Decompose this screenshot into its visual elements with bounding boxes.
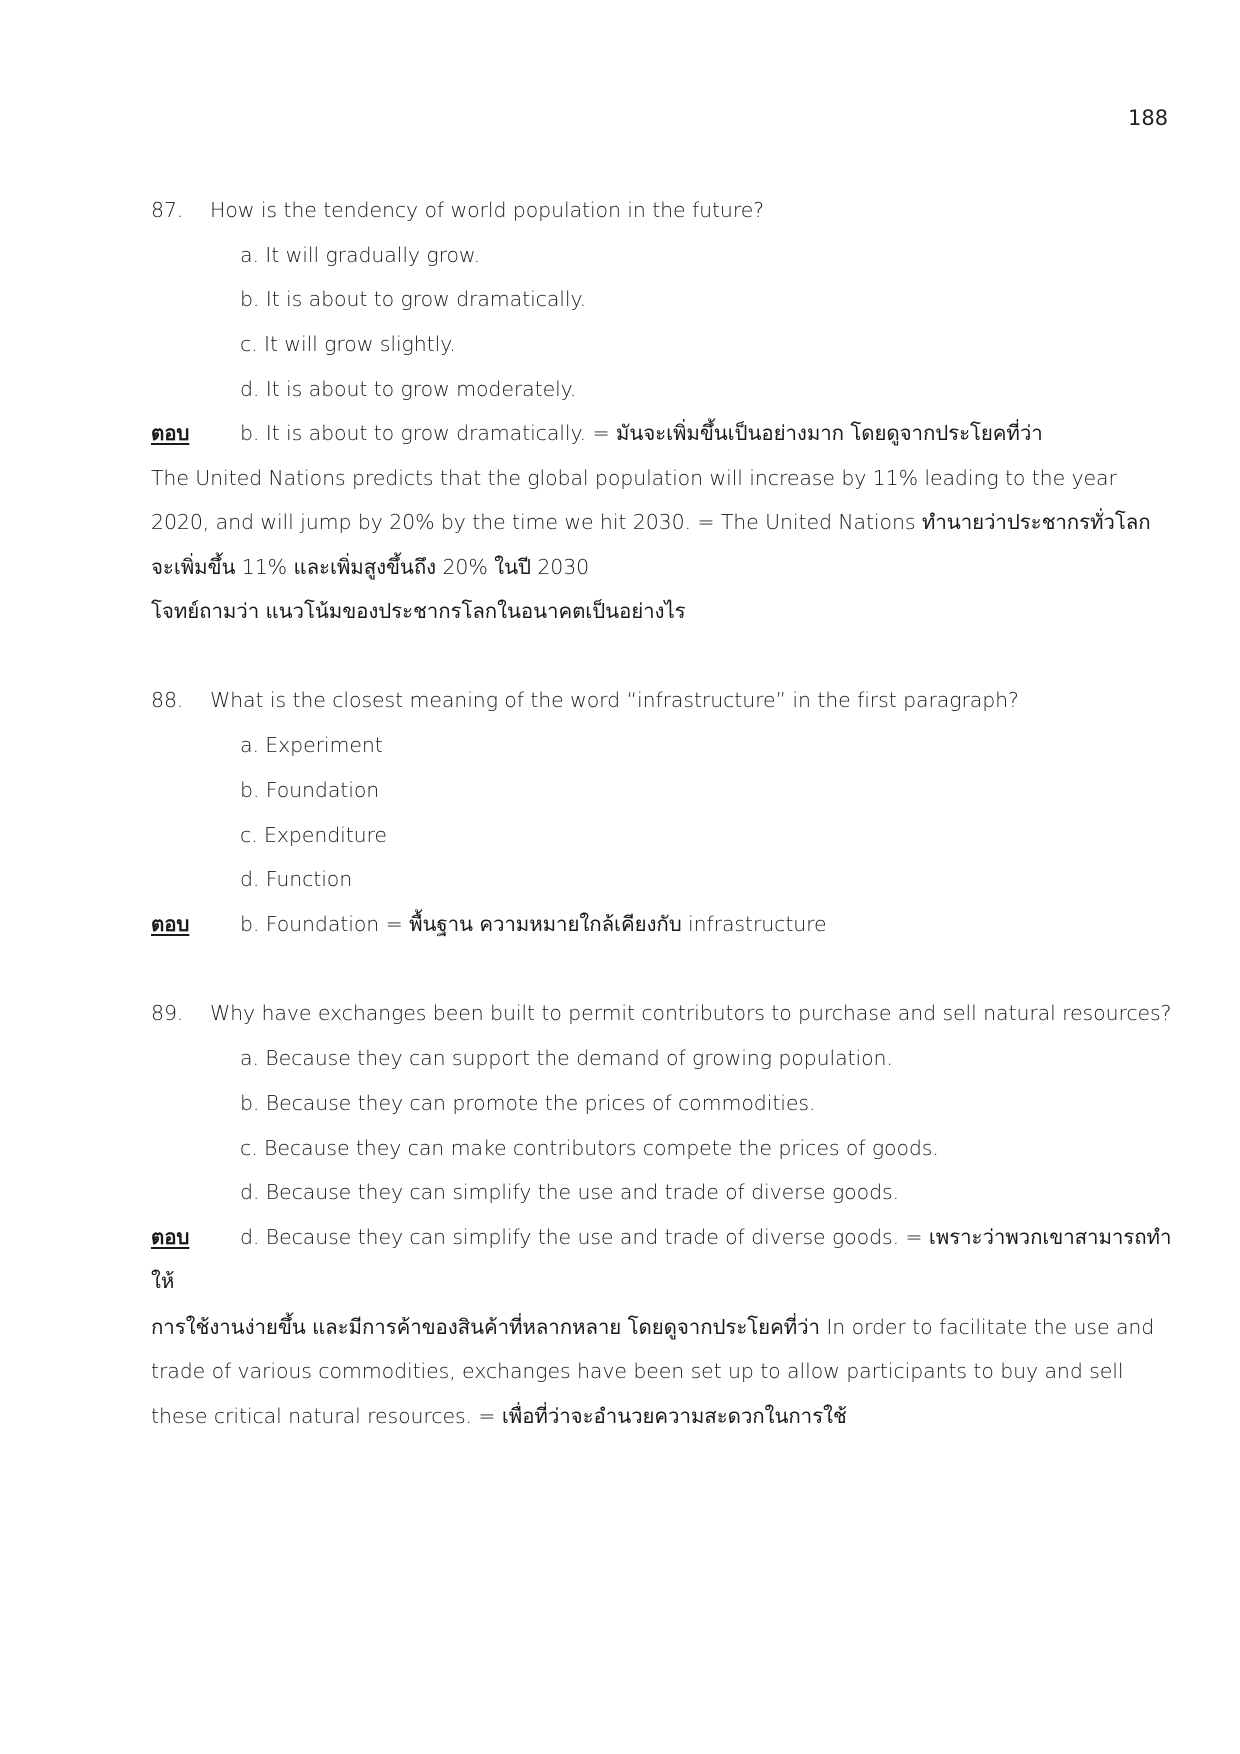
answer-label: ตอบ — [151, 1225, 190, 1249]
option-b: b. Foundation — [240, 778, 380, 802]
question-text: How is the tendency of world population in the future? — [210, 198, 764, 222]
explanation-line: 2020, and will jump by 20% by the time we hit 2030. = The United Nations ทำนายว่าประชากรทั่วโลก — [151, 510, 1151, 534]
question-number: 88. — [151, 688, 184, 712]
option-a: a. It will gradually grow. — [240, 243, 481, 267]
question-number: 87. — [151, 198, 184, 222]
option-c: c. Because they can make contributors compete the prices of goods. — [240, 1136, 939, 1160]
explanation-line: ให้ — [151, 1269, 175, 1293]
explanation-line: จะเพิ่มขึ้น 11% และเพิ่มสูงขึ้นถึง 20% ในปี 2030 — [151, 555, 590, 579]
question-text: What is the closest meaning of the word “infrastructure” in the first paragraph? — [210, 688, 1019, 712]
explanation-line: trade of various commodities, exchanges have been set up to allow participants to buy and sell — [151, 1359, 1124, 1383]
answer-line — [151, 1222, 1171, 1252]
question-line — [151, 998, 1171, 1028]
question-line — [151, 685, 1019, 715]
option-c: c. It will grow slightly. — [240, 332, 456, 356]
option-d: d. Because they can simplify the use and trade of diverse goods. — [240, 1180, 899, 1204]
explanation-line: การใช้งานง่ายขึ้น และมีการค้าของสินค้าที่หลากหลาย โดยดูจากประโยคที่ว่า In order to facilitate the use and — [151, 1315, 1155, 1339]
option-b: b. It is about to grow dramatically. — [240, 287, 587, 311]
question-line — [151, 195, 764, 225]
explanation-line: these critical natural resources. = เพื่อที่ว่าจะอำนวยความสะดวกในการใช้ — [151, 1404, 847, 1428]
page-number: 188 — [1128, 106, 1169, 130]
answer-text: d. Because they can simplify the use and trade of diverse goods. = เพราะว่าพวกเขาสามารถทำ — [240, 1225, 1172, 1249]
explanation-line: โจทย์ถามว่า แนวโน้มของประชากรโลกในอนาคตเป็นอย่างไร — [151, 599, 686, 623]
answer-line — [151, 909, 827, 939]
option-d: d. It is about to grow moderately. — [240, 377, 577, 401]
question-number: 89. — [151, 1001, 184, 1025]
answer-label: ตอบ — [151, 912, 190, 936]
answer-label: ตอบ — [151, 421, 190, 445]
answer-text: b. It is about to grow dramatically. = มันจะเพิ่มขึ้นเป็นอย่างมาก โดยดูจากประโยคที่ว่า — [240, 421, 1043, 445]
option-c: c. Expenditure — [240, 823, 387, 847]
question-text: Why have exchanges been built to permit contributors to purchase and sell natural resources? — [210, 1001, 1172, 1025]
option-a: a. Because they can support the demand of growing population. — [240, 1046, 893, 1070]
answer-text: b. Foundation = พื้นฐาน ความหมายใกล้เคียงกับ infrastructure — [240, 912, 827, 936]
explanation-line: The United Nations predicts that the global population will increase by 11% leading to the year — [151, 466, 1117, 490]
option-a: a. Experiment — [240, 733, 383, 757]
option-b: b. Because they can promote the prices of commodities. — [240, 1091, 816, 1115]
option-d: d. Function — [240, 867, 353, 891]
answer-line — [151, 418, 1043, 448]
